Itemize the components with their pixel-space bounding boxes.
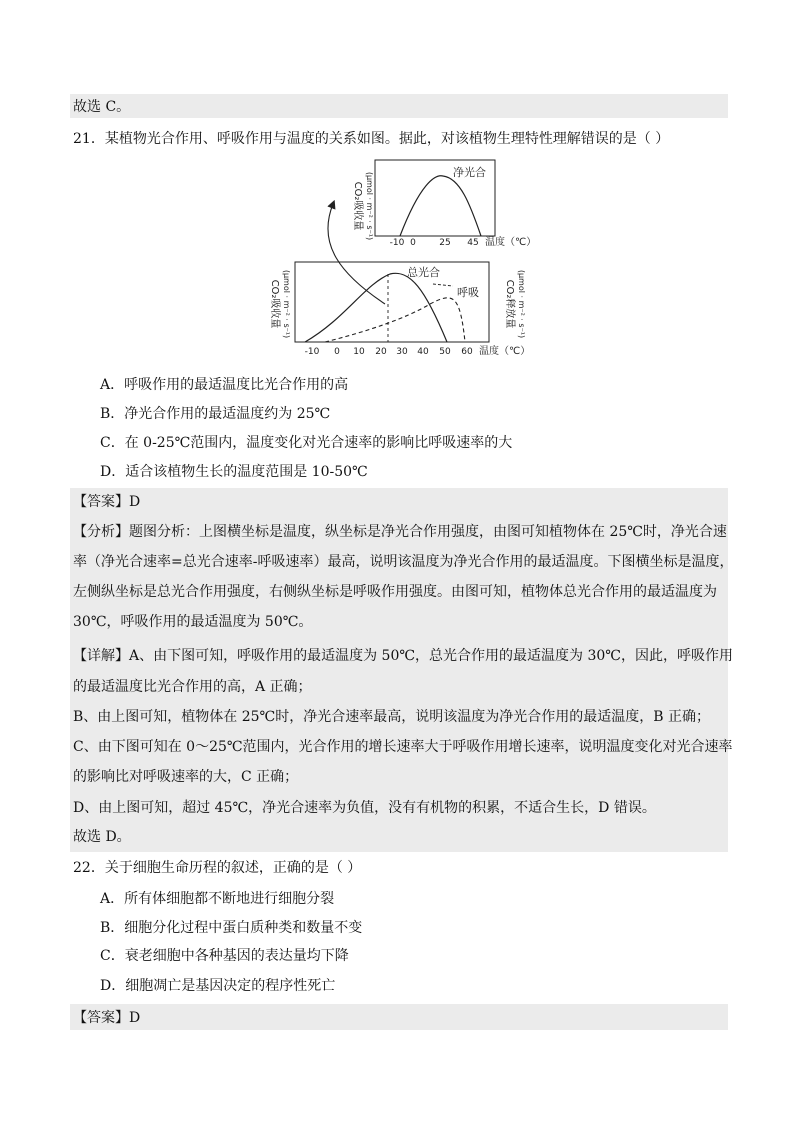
- bottom-ylabel-left: CO₂吸收量: [269, 279, 280, 329]
- q22-option-a: A．所有体细胞都不断地进行细胞分裂: [100, 891, 335, 907]
- q21-analysis-line-1: 【分析】题图分析：上图横坐标是温度，纵坐标是净光合作用强度，由图可知植物体在 25℃时，净光合速: [73, 524, 727, 540]
- bottom-xtick-5: 40: [417, 347, 429, 357]
- resp-label-leader: [433, 284, 453, 286]
- bottom-yunit-left: (μmol · m⁻² · s⁻¹): [282, 269, 291, 339]
- top-ylabel: CO₂吸收量: [352, 181, 363, 231]
- shade-q22-answer: [70, 1004, 728, 1030]
- q22-option-c: C．衰老细胞中各种基因的表达量均下降: [100, 948, 349, 964]
- bottom-xtick-6: 50: [439, 347, 451, 357]
- q21-analysis-line-2: 率（净光合速率=总光合速率-呼吸速率）最高，说明该温度为净光合作用的最适温度。下图横坐标是温度，: [73, 554, 734, 570]
- bottom-yunit-right: (μmol · m⁻² · s⁻¹): [517, 269, 526, 339]
- q21-option-c: C．在 0-25℃范围内，温度变化对光合速率的影响比呼吸速率的大: [100, 435, 513, 451]
- q21-option-b: B．净光合作用的最适温度约为 25℃: [100, 406, 331, 422]
- q21-detail-line-2: 的最适温度比光合作用的高，A 正确；: [73, 679, 312, 695]
- q22-option-b: B．细胞分化过程中蛋白质种类和数量不变: [100, 920, 363, 936]
- top-xtick-2: 25: [439, 238, 451, 248]
- q21-conclusion: 故选 D。: [73, 829, 131, 845]
- bottom-xtick-4: 30: [396, 347, 408, 357]
- top-xlabel: 温度（℃）: [485, 237, 537, 248]
- bottom-xtick-2: 10: [353, 347, 365, 357]
- q21-option-a: A．呼吸作用的最适温度比光合作用的高: [100, 377, 349, 393]
- bottom-xlabel: 温度（℃）: [479, 346, 531, 357]
- q22-answer: 【答案】D: [73, 1010, 141, 1026]
- q21-stem: 21．某植物光合作用、呼吸作用与温度的关系如图。据此，对该植物生理特性理解错误的是（ ）: [73, 131, 670, 147]
- top-yunit: (μmol · m⁻² · s⁻¹): [365, 171, 374, 241]
- bottom-xtick-7: 60: [461, 347, 473, 357]
- bottom-total-label: 总光合: [407, 266, 440, 279]
- top-xtick-3: 45: [467, 238, 479, 248]
- q21-answer: 【答案】D: [73, 494, 141, 510]
- top-xtick-0: -10: [389, 238, 405, 248]
- net-photosynthesis-curve: [400, 176, 481, 236]
- total-photosynthesis-curve: [305, 273, 447, 342]
- q21-figure: [255, 154, 545, 364]
- bottom-xtick-0: -10: [304, 347, 320, 357]
- shade-prev: [70, 94, 728, 118]
- prev-conclusion: 故选 C。: [73, 99, 131, 115]
- top-curve-label: 净光合: [453, 166, 486, 179]
- bottom-xtick-3: 20: [375, 347, 387, 357]
- q21-analysis-line-4: 30℃，呼吸作用的最适温度为 50℃。: [73, 614, 313, 630]
- bottom-resp-label: 呼吸: [457, 286, 479, 299]
- q21-detail-line-6: D、由上图可知，超过 45℃，净光合速率为负值，没有有机物的积累，不适合生长，D 错误。: [73, 800, 656, 816]
- top-xtick-1: 0: [410, 238, 416, 248]
- bottom-xtick-1: 0: [334, 347, 340, 357]
- top-chart: [352, 160, 536, 248]
- q21-option-d: D．适合该植物生长的温度范围是 10-50℃: [100, 464, 368, 480]
- q21-detail-line-1: 【详解】A、由下图可知，呼吸作用的最适温度为 50℃，总光合作用的最适温度为 30℃，因此，呼吸作用: [73, 648, 733, 664]
- q22-stem: 22．关于细胞生命历程的叙述，正确的是（ ）: [73, 860, 362, 876]
- q21-detail-line-3: B、由上图可知，植物体在 25℃时，净光合速率最高，说明该温度为净光合作用的最适温度，B 正确；: [73, 709, 710, 725]
- q21-detail-line-4: C、由下图可知在 0～25℃范围内，光合作用的增长速率大于呼吸作用增长速率，说明温度变化对光合速率: [73, 739, 733, 755]
- bottom-ylabel-right: CO₂释放量: [504, 279, 515, 329]
- q22-option-d: D．细胞凋亡是基因决定的程序性死亡: [100, 978, 336, 994]
- q21-detail-line-5: 的影响比对呼吸速率的大，C 正确；: [73, 769, 299, 785]
- q21-analysis-line-3: 左侧纵坐标是总光合作用强度，右侧纵坐标是呼吸作用强度。由图可知，植物体总光合作用的最适温度为: [73, 584, 717, 600]
- bottom-chart: [269, 262, 530, 357]
